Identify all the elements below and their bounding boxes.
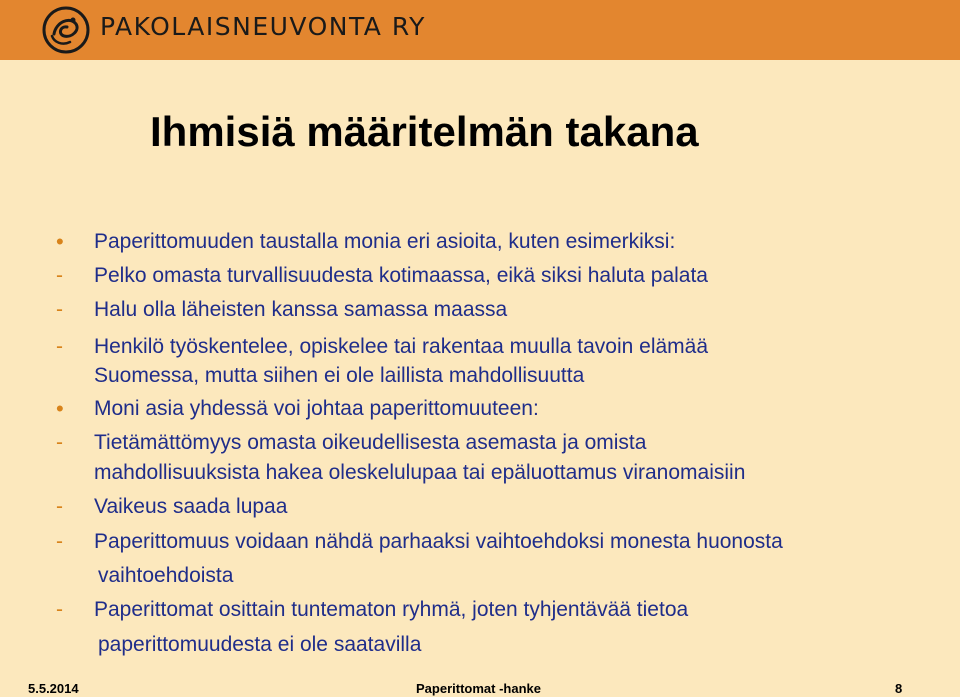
organization-name: PAKOLAISNEUVONTA RY: [100, 12, 426, 41]
slide-title: Ihmisiä määritelmän takana: [150, 108, 699, 155]
list-item-continuation: vaihtoehdoista: [98, 564, 234, 587]
dash-marker: -: [56, 431, 63, 454]
organization-logo-icon: [40, 4, 92, 56]
list-item: Paperittomat osittain tuntematon ryhmä, joten tyhjentävää tietoa: [94, 598, 689, 621]
list-item: Vaikeus saada lupaa: [94, 495, 288, 518]
list-item: Halu olla läheisten kanssa samassa maassa: [94, 298, 508, 321]
list-item: Paperittomuus voidaan nähdä parhaaksi vaihtoehdoksi monesta huonosta: [94, 530, 783, 553]
footer-project-name: Paperittomat -hanke: [416, 681, 541, 696]
dash-marker: -: [56, 298, 63, 321]
dash-marker: -: [56, 335, 63, 358]
list-item: Henkilö työskentelee, opiskelee tai rakentaa muulla tavoin elämää: [94, 335, 709, 358]
footer-date: 5.5.2014: [28, 681, 79, 696]
list-item: Pelko omasta turvallisuudesta kotimaassa, eikä siksi haluta palata: [94, 264, 708, 287]
list-item: Paperittomuuden taustalla monia eri asioita, kuten esimerkiksi:: [94, 230, 676, 253]
list-item: Tietämättömyys omasta oikeudellisesta asemasta ja omista: [94, 431, 647, 454]
bullet-marker: •: [56, 396, 64, 421]
dash-marker: -: [56, 495, 63, 518]
list-item-continuation: paperittomuudesta ei ole saatavilla: [98, 633, 422, 656]
list-item: Moni asia yhdessä voi johtaa paperittomuuteen:: [94, 397, 539, 420]
dash-marker: -: [56, 264, 63, 287]
header-bar: [0, 0, 960, 60]
list-item-continuation: mahdollisuuksista hakea oleskelulupaa tai epäluottamus viranomaisiin: [94, 461, 746, 484]
list-item-continuation: Suomessa, mutta siihen ei ole laillista mahdollisuutta: [94, 364, 585, 387]
dash-marker: -: [56, 598, 63, 621]
bullet-marker: •: [56, 229, 64, 254]
footer-page-number: 8: [895, 681, 903, 696]
dash-marker: -: [56, 530, 63, 553]
